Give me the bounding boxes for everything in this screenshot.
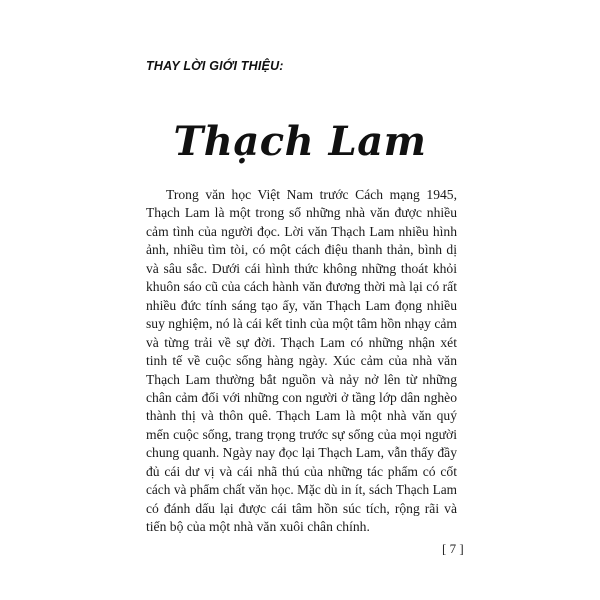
chapter-title: Thạch Lam <box>173 118 427 165</box>
paragraph-line: chân cảm đối với những con người ở tầng lớp dân nghèo <box>146 389 457 405</box>
page-number: [ 7 ] <box>442 541 464 556</box>
paragraph-line: và sâu sắc. Dưới cái hình thức không những thoát khỏi <box>146 260 457 276</box>
paragraph-line: chung quanh. Ngày nay đọc lại Thạch Lam, vẫn thấy đầy <box>146 445 457 461</box>
paragraph-line: tinh tế về cuộc sống hàng ngày. Xúc cảm của nhà văn <box>146 353 457 369</box>
paragraph-line: nhiều đức tính sáng tạo ấy, văn Thạch Lam đọng nhiều <box>146 297 457 313</box>
paragraph-line: cảm tình của người đọc. Lời văn Thạch Lam nhiều hình <box>146 223 457 239</box>
paragraph-line: thành thị và thôn quê. Thạch Lam là một nhà văn quý <box>146 408 457 424</box>
paragraph-line: khuôn sáo cũ của cách hành văn đương thời mà lại có rất <box>146 279 457 295</box>
paragraph-line: mến cuộc sống, trang trọng trước sự sống của mọi người <box>146 426 457 442</box>
paragraph-line: Trong văn học Việt Nam trước Cách mạng 1945, <box>166 187 457 202</box>
paragraph-line: cách và phẩm chất văn học. Mặc dù in ít, sách Thạch Lam <box>146 482 457 498</box>
paragraph-line: suy nghiệm, nó là cái kết tinh của một tâm hồn nhạy cảm <box>146 316 457 332</box>
paragraph-line: tiến bộ của một nhà văn xuôi chân chính. <box>146 519 370 535</box>
section-heading: THAY LỜI GIỚI THIỆU: <box>146 59 284 73</box>
paragraph-line: và từng trải về sự đời. Thạch Lam có những nhận xét <box>146 334 457 350</box>
paragraph-line: có đánh dấu lại được cái tâm hồn súc tích, rộng rãi và <box>146 500 457 516</box>
paragraph-line: đủ cái dư vị và cái nhã thú của những tác phẩm có cốt <box>146 463 457 479</box>
body-paragraph <box>146 186 457 537</box>
paragraph-line: Thạch Lam thường bắt nguồn và nảy nở lên từ những <box>146 371 457 387</box>
paragraph-line: ảnh, nhiều tìm tòi, có một cách điệu thanh thản, bình dị <box>146 242 457 258</box>
paragraph-line: Thạch Lam là một trong số những nhà văn được nhiều <box>146 205 457 221</box>
